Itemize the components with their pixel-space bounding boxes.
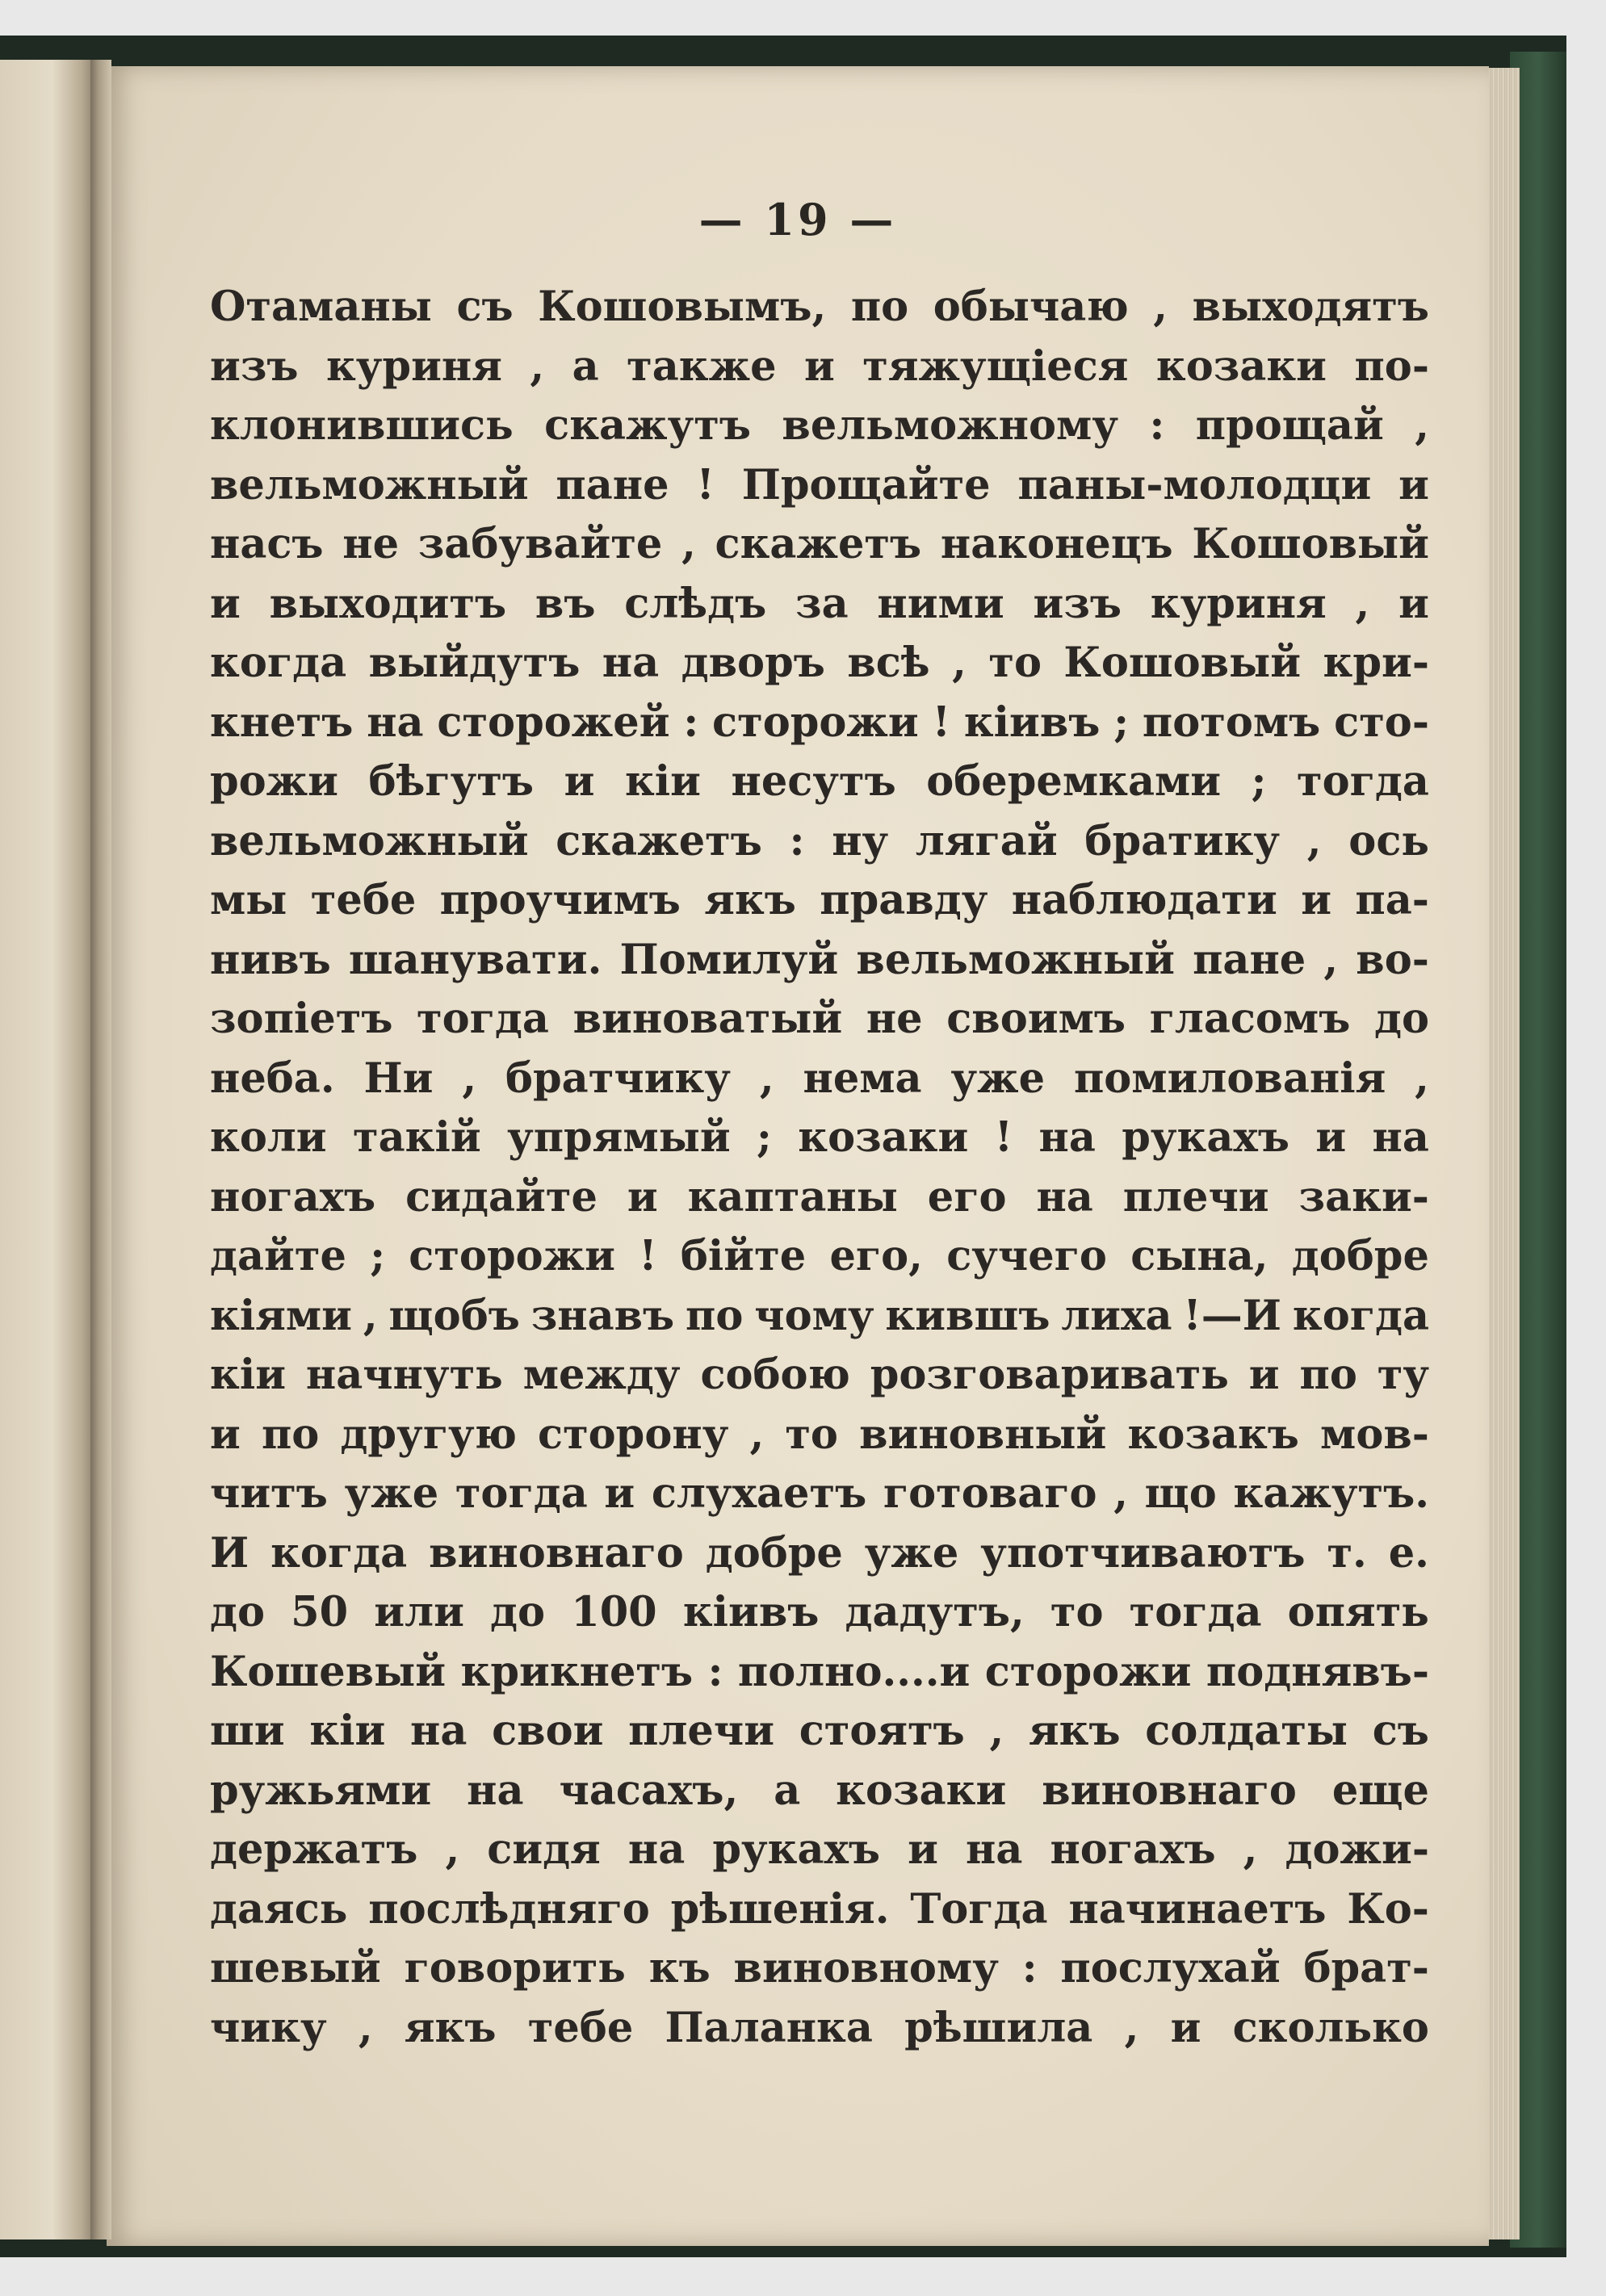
word: коли [210,1113,327,1162]
word: бійте [680,1232,807,1280]
word: упрямый [507,1113,731,1162]
word: поднявъ- [1206,1647,1429,1696]
word: послѣдняго [368,1884,650,1934]
word: и [804,341,835,391]
word: начинаетъ [1068,1884,1327,1934]
word: сторожи [712,698,919,747]
word: братчику [505,1054,731,1103]
word: держатъ [210,1825,418,1874]
word: ! [639,1232,657,1280]
word: ши [210,1707,285,1755]
word: свои [492,1707,604,1755]
text-line [210,871,1429,931]
word: даясь [210,1884,348,1934]
word: и [627,1172,658,1221]
text-line [210,1524,1429,1584]
word: розговаривать [870,1351,1229,1399]
word: всѣ [847,639,930,687]
text-line [210,1880,1429,1940]
word: изъ [1033,579,1122,628]
word: виноватый [572,995,843,1043]
word: на [627,1825,686,1874]
word: куриня [325,341,502,391]
word: между [522,1351,681,1399]
word: лиха [1061,1291,1172,1340]
word: другую [340,1410,517,1459]
word: чику [210,2003,327,2052]
word: тогда [1129,1588,1262,1636]
word: его, [829,1232,923,1280]
word: оберемками [926,757,1222,806]
word: добре [1291,1232,1429,1280]
word: и [1398,460,1429,509]
word: плечи [1122,1172,1269,1221]
word: и [210,1410,241,1459]
page-gutter [90,60,111,2239]
word: рѣшенія. [670,1884,890,1934]
book-page [107,66,1489,2246]
word: сторону [538,1410,729,1459]
text-line [210,693,1429,753]
word: кіивъ [682,1588,820,1636]
word: сколько [1232,2003,1429,2052]
text-line [210,634,1429,693]
word: по- [1354,341,1429,391]
text-line [210,1227,1429,1287]
word: вельможному [782,401,1118,450]
word: козаки [1155,341,1327,391]
word: ; [370,1232,386,1280]
word: на [367,698,424,747]
word: кіи [624,757,701,806]
word: пане [556,460,669,509]
word: начнуть [305,1351,503,1399]
word: своимъ [946,995,1126,1043]
word: сына, [1130,1232,1268,1280]
word: а [774,1766,801,1815]
word: , [445,1825,460,1874]
word: ; [1113,698,1130,747]
word: сторожи [409,1232,615,1280]
word: , [462,1054,477,1103]
word: 50 [291,1588,349,1636]
word: по [261,1410,320,1459]
word: : [1149,401,1165,450]
book-scan [0,36,1566,2257]
word: выходитъ [269,579,507,628]
word: , [530,341,545,391]
word: тебе [310,876,417,924]
word: кившъ [885,1291,1050,1340]
word: обычаю [933,283,1129,331]
word: вельможный [856,935,1175,984]
word: козаки [798,1113,969,1162]
word: , [1306,816,1322,865]
word: кажутъ. [1233,1469,1429,1518]
word: до [490,1588,546,1636]
word: уже [344,1469,439,1518]
word: сторожей [437,698,670,747]
word: сто- [1334,698,1429,747]
word: по [686,1291,744,1340]
word: кіями [210,1291,353,1340]
word: Ко- [1347,1884,1429,1934]
word: до [1373,995,1429,1043]
word: слѣдъ [624,579,767,628]
word: !—И [1183,1291,1281,1340]
word: съ [456,283,514,331]
word: : [683,698,699,747]
word: проучимъ [439,876,681,924]
word: ! [696,460,715,509]
text-line [210,1583,1429,1643]
word: наконецъ [940,520,1173,568]
word: кіи [309,1707,386,1755]
word: сидя [487,1825,601,1874]
word: кіивъ [963,698,1101,747]
word: на [602,639,660,687]
word: виновнаго [1042,1766,1297,1815]
word: употчиваютъ [980,1528,1306,1577]
word: когда [210,639,347,687]
word: когда [270,1528,408,1577]
word: изъ [210,341,299,391]
word: на [966,1825,1023,1874]
word: стоятъ [799,1707,965,1755]
word: , [1355,579,1370,628]
word: зопіетъ [210,995,393,1043]
word: Тогда [910,1884,1048,1934]
word: когда [1292,1291,1429,1340]
text-line [210,1762,1429,1821]
word: : [1021,1944,1038,1992]
word: опять [1287,1588,1429,1636]
word: И [210,1528,249,1577]
word: ту [1377,1351,1429,1399]
word: или [374,1588,464,1636]
word: съ [1372,1707,1429,1755]
word: то [1050,1588,1104,1636]
word: наблюдати [1011,876,1277,924]
word: Отаманы [210,283,432,331]
word: е. [1388,1528,1429,1577]
word: дайте [210,1232,346,1280]
word: и [210,579,241,628]
word: якъ [704,876,796,924]
word: а [572,341,599,391]
word: мы [210,876,287,924]
word: каптаны [687,1172,898,1221]
text-line [210,990,1429,1050]
word: кіи [210,1351,287,1399]
word: неба. [210,1054,335,1103]
word: Кошовый [1063,639,1302,687]
word: на [410,1707,468,1755]
word: кри- [1323,639,1429,687]
word: тогда [455,1469,588,1518]
word: якъ [404,2003,497,2052]
word: дадутъ, [845,1588,1025,1636]
word: къ [648,1944,711,1992]
left-page-sliver [0,60,95,2239]
word: уже [950,1054,1046,1103]
word: часахъ, [559,1766,739,1815]
word: щобъ [388,1291,520,1340]
word: добре [705,1528,843,1577]
word: полно....и [737,1647,971,1696]
word: знавъ [530,1291,675,1340]
text-line [210,515,1429,575]
text-line [210,1999,1429,2059]
word: дожи- [1285,1825,1429,1874]
word: ; [1251,757,1267,806]
word: нема [803,1054,922,1103]
text-line [210,1346,1429,1406]
page-number: — 19 — [698,194,897,245]
word: якъ [1028,1707,1121,1755]
word: несутъ [731,757,896,806]
word: тогда [417,995,549,1043]
text-line [210,752,1429,812]
word: такій [353,1113,481,1162]
word: ну [832,816,889,865]
word: брат- [1303,1944,1429,1992]
word: на [1038,1113,1096,1162]
text-line [210,1406,1429,1465]
word: ногахъ [210,1172,376,1221]
word: ! [994,1113,1013,1162]
text-line [210,278,1429,337]
word: выйдутъ [368,639,581,687]
word: Помилуй [619,935,839,984]
word: 100 [571,1588,657,1636]
word: не [866,995,923,1043]
word: собою [700,1351,850,1399]
text-line [210,396,1429,456]
word: читъ [210,1469,328,1518]
word: также [627,341,777,391]
word: солдаты [1145,1707,1348,1755]
word: говорить [404,1944,626,1992]
word: Паланка [665,2003,873,2052]
text-line [210,1464,1429,1524]
word: , [749,1410,765,1459]
text-line [210,575,1429,635]
word: кнетъ [210,698,354,747]
word: забувайте [417,520,663,568]
page-edges [1486,68,1520,2239]
word: Ни [363,1054,434,1103]
word: во- [1356,935,1429,984]
word: прощай [1195,401,1384,450]
word: вельможный [210,816,529,865]
word: уже [864,1528,959,1577]
text-line [210,1287,1429,1347]
word: не [342,520,400,568]
word: гласомъ [1149,995,1351,1043]
word: насъ [210,520,324,568]
word: , [1243,1825,1258,1874]
word: , [1124,2003,1139,2052]
word: бѣгутъ [368,757,535,806]
word: тяжущіеся [862,341,1129,391]
word: потомъ [1142,698,1321,747]
word: па- [1355,876,1429,924]
text-line [210,1168,1429,1228]
word: ось [1348,816,1429,865]
word: що [1144,1469,1217,1518]
word: : [789,816,805,865]
word: рѣшила [904,2003,1093,2052]
word: , [1323,935,1339,984]
word: ! [932,698,950,747]
word: козакъ [1127,1410,1299,1459]
word: скажетъ [556,816,762,865]
word: и [1315,1113,1347,1162]
word: , [952,639,967,687]
word: ногахъ [1050,1825,1216,1874]
word: клонившись [210,401,514,450]
word: Кошовый [1192,520,1429,568]
text-line [210,456,1429,516]
word: тогда [1297,757,1429,806]
word: т. [1327,1528,1367,1577]
word: дворъ [681,639,825,687]
word: и [908,1825,938,1874]
word: крикнетъ [460,1647,694,1696]
word: за [795,579,849,628]
word: шанувати. [348,935,602,984]
word: скажетъ [715,520,922,568]
text-line [210,1702,1429,1762]
word: выходятъ [1192,283,1429,331]
word: сучего [946,1232,1107,1280]
text-line [210,337,1429,397]
word: еще [1331,1766,1429,1815]
word: готоваго [883,1469,1097,1518]
word: его [927,1172,1007,1221]
word: , [1415,401,1429,450]
word: мов- [1320,1410,1429,1459]
word: , [358,2003,373,2052]
word: и [1398,579,1429,628]
text-line [210,1108,1429,1168]
word: куриня [1150,579,1327,628]
text-line [210,812,1429,872]
word: ружьями [210,1766,432,1815]
word: виновному [733,1944,999,1992]
word: рукахъ [1122,1113,1289,1162]
word: сторожи [984,1647,1192,1696]
word: Прощайте [741,460,991,509]
word: скажутъ [544,401,751,450]
word: на [1036,1172,1093,1221]
word: правду [820,876,988,924]
word: вельможный [210,460,529,509]
word: и [1170,2003,1201,2052]
word: по [850,283,909,331]
text-line [210,1050,1429,1109]
word: ними [877,579,1004,628]
word: послухай [1060,1944,1281,1992]
word: нивъ [210,935,331,984]
text-line [210,931,1429,991]
word: помилованія [1073,1054,1386,1103]
word: рожи [210,757,339,806]
word: и [604,1469,635,1518]
word: Кошевый [210,1647,447,1696]
word: , [989,1707,1004,1755]
page-text [210,278,1429,2058]
word: виновнаго [429,1528,684,1577]
word: козаки [836,1766,1007,1815]
word: то [785,1410,838,1459]
word: слухаетъ [651,1469,867,1518]
word: паны-молодци [1017,460,1372,509]
word: братику [1084,816,1281,865]
word: до [210,1588,266,1636]
word: , [759,1054,774,1103]
word: тебе [527,2003,634,2052]
text-line [210,1939,1429,1999]
word: на [467,1766,524,1815]
word: и [1301,876,1332,924]
word: заки- [1298,1172,1429,1221]
word: то [988,639,1042,687]
word: въ [535,579,596,628]
text-line [210,1820,1429,1880]
word: чому [754,1291,874,1340]
text-line [210,1643,1429,1703]
word: сидайте [405,1172,598,1221]
word: , [681,520,696,568]
word: лягай [915,816,1058,865]
word: ; [757,1113,772,1162]
word: по [1299,1351,1357,1399]
word: рукахъ [712,1825,881,1874]
word: шевый [210,1944,381,1992]
word: Кошовымъ, [538,283,827,331]
word: , [363,1291,378,1340]
word: виновный [859,1410,1107,1459]
word: : [707,1647,723,1696]
word: на [1372,1113,1429,1162]
word: , [1415,1054,1429,1103]
word: и [564,757,595,806]
word: плечи [628,1707,775,1755]
word: и [1248,1351,1280,1399]
word: , [1153,283,1168,331]
word: пане [1193,935,1306,984]
word: , [1113,1469,1128,1518]
